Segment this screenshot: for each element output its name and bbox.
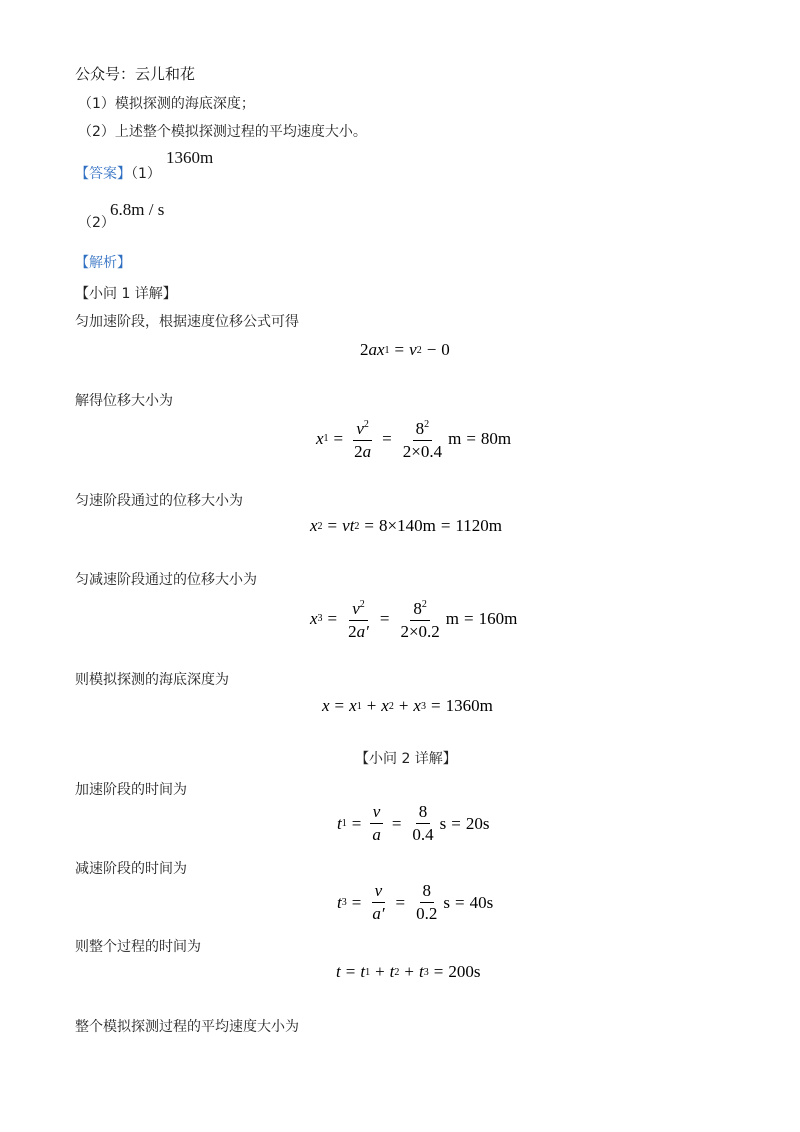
answer-tag: 【答案】 (75, 166, 131, 182)
subquestion-1-title: 【小问 1 详解】 (75, 286, 177, 302)
equation-x1: x 1 = $\frac{v^2}{2a}$ = $\frac{8^2}{2\times 0.4}$ m = 80m (316, 416, 511, 461)
t1-intro-text: 加速阶段的时间为 (75, 782, 187, 798)
question-2: （2）上述整个模拟探测过程的平均速度大小。 (78, 124, 367, 140)
subquestion-2-title: 【小问 2 详解】 (355, 751, 457, 767)
answer-part2-value: 6.8m / s (110, 200, 165, 219)
answer-part2-label: （2） (78, 215, 115, 231)
equation-x2: x 2 = v t 2 = 8×140m = 1120m (310, 516, 503, 535)
equation-velocity-displacement: 2 a x 1 = v 2 − 0 (360, 340, 450, 359)
answer-part1-value: 1360m (166, 148, 214, 167)
equation-x3: x 3 = $\frac{v^2}{2a'}$ = $\frac{8^2}{2\times 0.2}$ m = 160m (310, 596, 517, 641)
avg-speed-intro-text: 整个模拟探测过程的平均速度大小为 (75, 1019, 299, 1035)
total-time-intro-text: 则整个过程的时间为 (75, 939, 201, 955)
t3-intro-text: 减速阶段的时间为 (75, 861, 187, 877)
question-1: （1）模拟探测的海底深度； (78, 96, 255, 112)
equation-depth: x = x 1 + x 2 + x 3 = 1360m (322, 696, 493, 715)
source-label: 公众号：云儿和花 (75, 65, 196, 83)
equation-t1: t 1 = $\frac{v}{a}$ = $\frac{8}{0.4}$ s = 20s (337, 802, 490, 844)
equation-t3: t 3 = $\frac{v}{a'}$ = $\frac{8}{0.2}$ s = 40s (337, 881, 494, 923)
answer-block-1 (75, 163, 161, 183)
answer-part1-label: （1） (131, 166, 161, 182)
x1-intro-text: 解得位移大小为 (75, 393, 173, 409)
uniform-intro-text: 匀速阶段通过的位移大小为 (75, 493, 243, 509)
analysis-tag: 【解析】 (75, 255, 131, 271)
depth-intro-text: 则模拟探测的海底深度为 (75, 672, 229, 688)
equation-total-time: t = t 1 + t 2 + t 3 = 200s (336, 962, 481, 981)
decel-intro-text: 匀减速阶段通过的位移大小为 (75, 572, 257, 588)
accel-intro-text: 匀加速阶段，根据速度位移公式可得 (75, 314, 299, 330)
